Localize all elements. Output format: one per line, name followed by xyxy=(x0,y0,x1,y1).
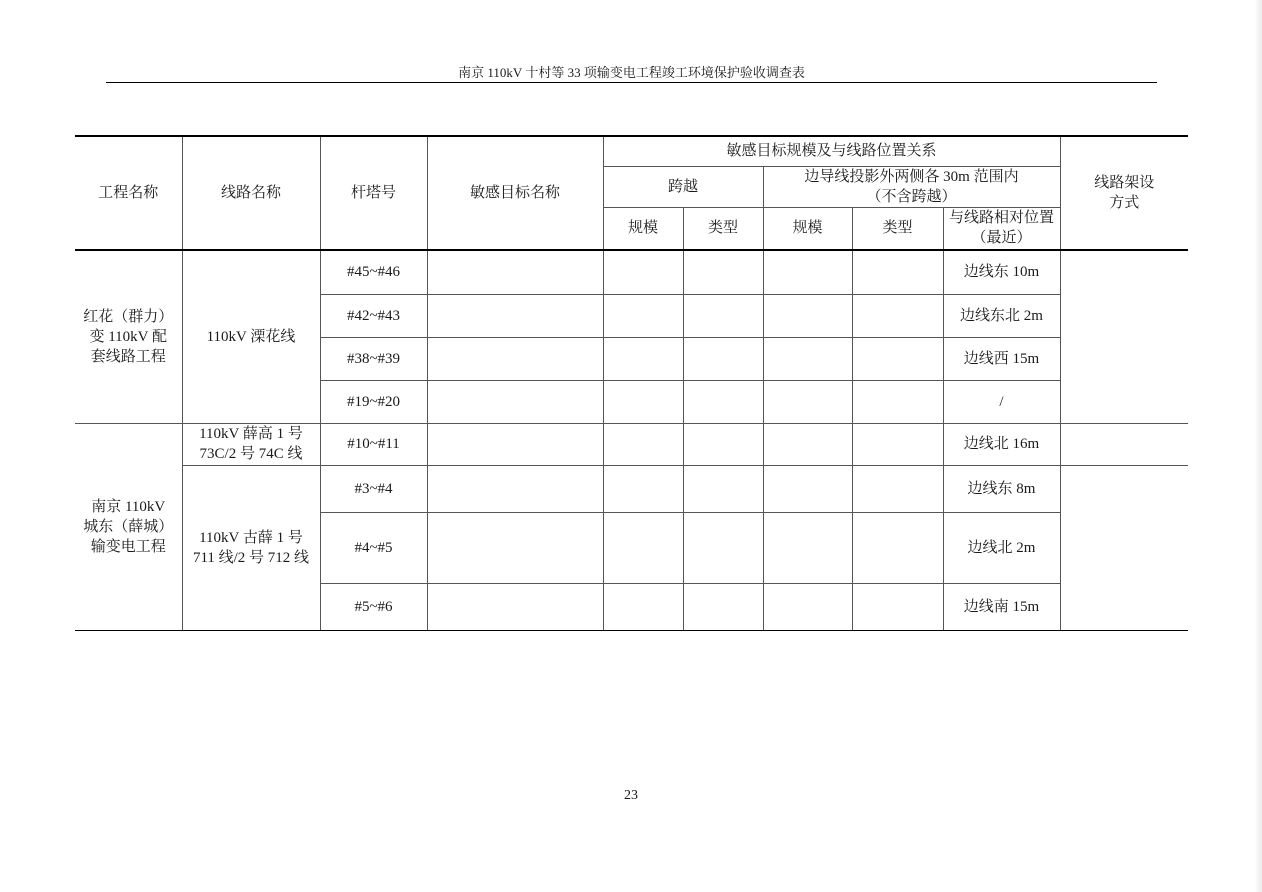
side-type-cell xyxy=(852,583,943,630)
tower-number-cell: #42~#43 xyxy=(320,294,427,337)
col-header-side-scale: 规模 xyxy=(763,207,852,250)
line-name-line: 110kV 古薛 1 号 xyxy=(199,529,303,546)
page-header: 南京 110kV 十村等 33 项输变电工程竣工环境保护验收调查表 xyxy=(106,64,1157,83)
side-range-line1: 边导线投影外两侧各 30m 范围内 xyxy=(804,168,1019,185)
side-scale-cell xyxy=(763,294,852,337)
target-name-cell xyxy=(427,337,603,380)
side-scale-cell xyxy=(763,465,852,512)
side-type-cell xyxy=(852,337,943,380)
col-header-project: 工程名称 xyxy=(75,136,182,250)
line-name-line: 711 线/2 号 712 线 xyxy=(192,549,310,566)
tower-number-cell: #4~#5 xyxy=(320,512,427,583)
table-row xyxy=(75,250,1188,294)
erection-method-cell xyxy=(1060,465,1188,630)
tower-number-cell: #10~#11 xyxy=(320,423,427,465)
side-type-cell xyxy=(852,512,943,583)
relative-position-cell: 边线东 8m xyxy=(943,465,1060,512)
col-header-crossing-type: 类型 xyxy=(683,207,763,250)
target-name-cell xyxy=(427,250,603,294)
crossing-type-cell xyxy=(683,512,763,583)
side-scale-cell xyxy=(763,250,852,294)
side-type-cell xyxy=(852,294,943,337)
erection-method-cell xyxy=(1060,250,1188,423)
relative-position-cell: 边线西 15m xyxy=(943,337,1060,380)
header-row-1 xyxy=(75,136,1188,166)
crossing-type-cell xyxy=(683,423,763,465)
side-type-cell xyxy=(852,250,943,294)
tower-number-cell: #3~#4 xyxy=(320,465,427,512)
side-scale-cell xyxy=(763,337,852,380)
relative-position-cell: 边线北 2m xyxy=(943,512,1060,583)
project-name-line: 套线路工程 xyxy=(90,348,166,365)
col-header-tower: 杆塔号 xyxy=(320,136,427,250)
project-name-line: 变 110kV 配 xyxy=(89,328,167,345)
side-range-line2: （不含跨越） xyxy=(866,188,957,205)
survey-table xyxy=(75,135,1188,631)
col-header-crossing: 跨越 xyxy=(603,166,763,207)
side-type-cell xyxy=(852,380,943,423)
project-name-line: 红花（群力） xyxy=(83,308,174,325)
crossing-scale-cell xyxy=(603,337,683,380)
tower-number-cell: #38~#39 xyxy=(320,337,427,380)
project-name-line: 输变电工程 xyxy=(90,538,166,555)
crossing-type-cell xyxy=(683,380,763,423)
crossing-scale-cell xyxy=(603,423,683,465)
crossing-type-cell xyxy=(683,250,763,294)
relative-position-cell: / xyxy=(943,380,1060,423)
line-name-line: 73C/2 号 74C 线 xyxy=(199,446,303,462)
erection-label-line1: 线路架设 xyxy=(1094,175,1155,191)
crossing-scale-cell xyxy=(603,380,683,423)
target-name-cell xyxy=(427,465,603,512)
side-scale-cell xyxy=(763,512,852,583)
side-scale-cell xyxy=(763,583,852,630)
crossing-scale-cell xyxy=(603,512,683,583)
col-header-crossing-scale: 规模 xyxy=(603,207,683,250)
crossing-type-cell xyxy=(683,294,763,337)
target-name-cell xyxy=(427,583,603,630)
col-header-group: 敏感目标规模及与线路位置关系 xyxy=(603,136,1060,166)
relative-position-cell: 边线东北 2m xyxy=(943,294,1060,337)
project-name-line: 南京 110kV xyxy=(91,498,166,515)
col-header-relative-position xyxy=(943,207,1060,250)
project-name-cell xyxy=(75,250,182,423)
table-row xyxy=(75,465,1188,512)
tower-number-cell: #45~#46 xyxy=(320,250,427,294)
col-header-side-type: 类型 xyxy=(852,207,943,250)
relpos-line1: 与线路相对位置 xyxy=(949,210,1055,227)
crossing-scale-cell xyxy=(603,294,683,337)
relpos-line2: （最近） xyxy=(971,230,1032,247)
relative-position-cell: 边线北 16m xyxy=(943,423,1060,465)
side-scale-cell xyxy=(763,380,852,423)
erection-label-line2: 方式 xyxy=(1109,195,1140,211)
side-type-cell xyxy=(852,465,943,512)
project-name-line: 城东（薛城） xyxy=(83,518,174,535)
erection-method-cell xyxy=(1060,423,1188,465)
tower-number-cell: #5~#6 xyxy=(320,583,427,630)
relative-position-cell: 边线南 15m xyxy=(943,583,1060,630)
col-header-target: 敏感目标名称 xyxy=(427,136,603,250)
relative-position-cell: 边线东 10m xyxy=(943,250,1060,294)
col-header-line: 线路名称 xyxy=(182,136,320,250)
line-name-cell xyxy=(182,465,320,630)
target-name-cell xyxy=(427,423,603,465)
side-type-cell xyxy=(852,423,943,465)
tower-number-cell: #19~#20 xyxy=(320,380,427,423)
target-name-cell xyxy=(427,512,603,583)
table-row xyxy=(75,423,1188,465)
crossing-type-cell xyxy=(683,583,763,630)
crossing-scale-cell xyxy=(603,583,683,630)
line-name-cell xyxy=(182,423,320,465)
page-edge-shadow xyxy=(1254,0,1262,892)
target-name-cell xyxy=(427,380,603,423)
project-name-cell xyxy=(75,423,182,630)
side-scale-cell xyxy=(763,423,852,465)
line-name-line: 110kV 薛高 1 号 xyxy=(199,426,303,442)
target-name-cell xyxy=(427,294,603,337)
crossing-type-cell xyxy=(683,337,763,380)
crossing-type-cell xyxy=(683,465,763,512)
col-header-side-range xyxy=(763,166,1060,207)
crossing-scale-cell xyxy=(603,465,683,512)
page-number: 23 xyxy=(624,788,638,803)
line-name-cell: 110kV 溧花线 xyxy=(182,250,320,423)
col-header-erection xyxy=(1060,136,1188,250)
crossing-scale-cell xyxy=(603,250,683,294)
